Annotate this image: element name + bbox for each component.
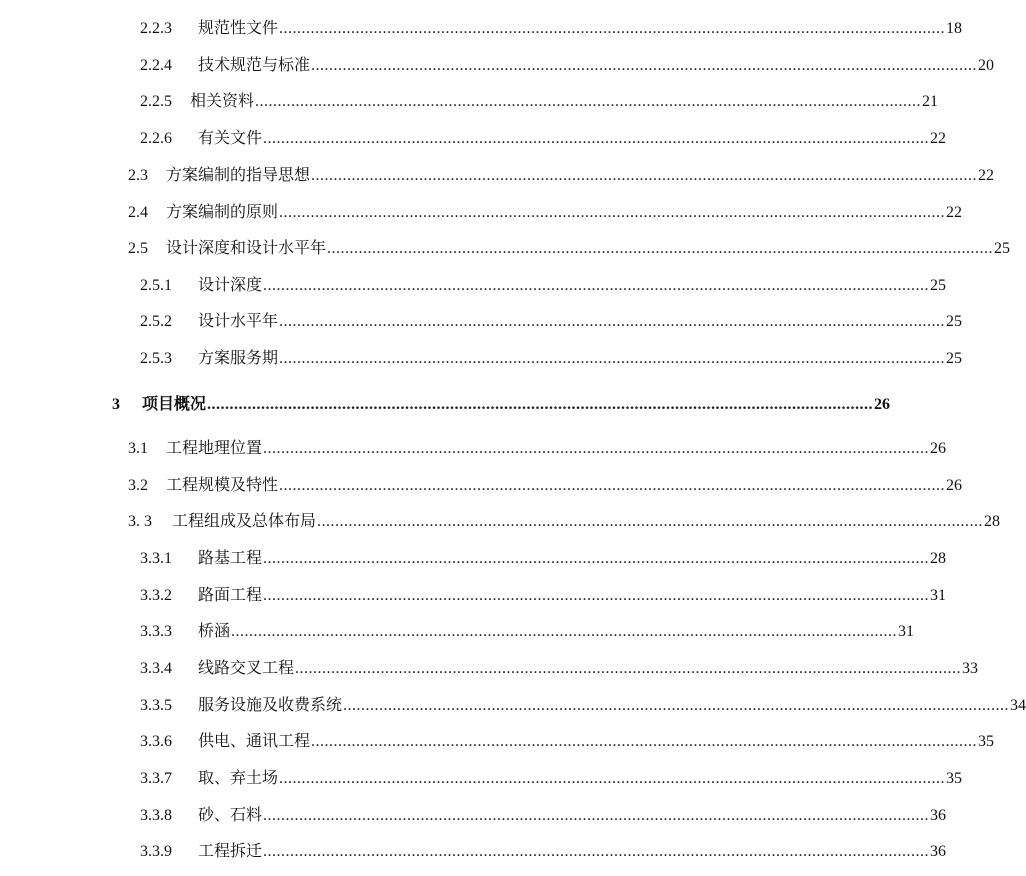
toc-entry-page: 26 — [946, 477, 963, 494]
dot-leader: .................................................................................................................................................... — [279, 20, 946, 37]
toc-entry-page: 22 — [930, 130, 947, 147]
toc-entry-number: 2.3 — [128, 167, 148, 184]
toc-entry-title: 服务设施及收费系统 — [198, 695, 343, 714]
dot-leader: .................................................................................................................................................... — [311, 57, 978, 74]
dot-leader: .................................................................................................................................................... — [279, 350, 946, 367]
toc-entry[interactable] — [140, 55, 995, 76]
toc-entry[interactable] — [140, 658, 979, 679]
toc-entry-title: 砂、石料 — [198, 805, 263, 824]
toc-entry-page: 20 — [978, 57, 995, 74]
toc-entry-number: 2.2.4 — [140, 57, 172, 74]
toc-entry-title: 技术规范与标准 — [198, 55, 311, 74]
toc-entry[interactable] — [140, 841, 947, 862]
toc-entry-page: 33 — [962, 660, 979, 677]
toc-entry-page: 28 — [930, 550, 947, 567]
toc-entry[interactable] — [140, 348, 963, 369]
toc-entry-page: 36 — [930, 807, 947, 824]
toc-entry[interactable] — [140, 731, 995, 752]
toc-entry-number: 3.3.8 — [140, 807, 172, 824]
toc-entry-page: 25 — [930, 277, 947, 294]
toc-entry-number: 3.1 — [128, 440, 148, 457]
toc-entry-number: 3.3.5 — [140, 697, 172, 714]
dot-leader: .................................................................................................................................................... — [279, 204, 946, 221]
toc-entry-number: 3.3.9 — [140, 843, 172, 860]
toc-entry[interactable] — [140, 548, 947, 569]
toc-entry-title: 工程组成及总体布局 — [172, 511, 317, 530]
dot-leader: .................................................................................................................................................... — [207, 396, 874, 413]
toc-entry-title: 有关文件 — [198, 128, 263, 147]
toc-entry-number: 3. 3 — [128, 513, 152, 530]
dot-leader: .................................................................................................................................................... — [255, 93, 922, 110]
toc-entry-title: 方案编制的指导思想 — [166, 165, 311, 184]
toc-entry-title: 工程规模及特性 — [166, 475, 279, 494]
toc-entry-title: 方案编制的原则 — [166, 202, 279, 221]
toc-entry[interactable] — [128, 438, 947, 459]
toc-entry[interactable] — [140, 621, 915, 642]
toc-entry-page: 28 — [984, 513, 1001, 530]
toc-entry-number: 2.2.5 — [140, 93, 172, 110]
toc-entry-page: 34 — [1010, 697, 1026, 714]
toc-entry-page: 25 — [994, 240, 1011, 257]
dot-leader: .................................................................................................................................................... — [327, 240, 994, 257]
toc-entry[interactable] — [140, 585, 947, 606]
toc-entry-page: 26 — [874, 396, 891, 413]
dot-leader: .................................................................................................................................................... — [263, 277, 930, 294]
toc-entry-page: 22 — [946, 204, 963, 221]
dot-leader: .................................................................................................................................................... — [263, 440, 930, 457]
toc-entry[interactable] — [128, 238, 1011, 259]
toc-entry-page: 36 — [930, 843, 947, 860]
toc-entry-number: 3.3.7 — [140, 770, 172, 787]
dot-leader: .................................................................................................................................................... — [263, 130, 930, 147]
toc-entry-title: 供电、通讯工程 — [198, 731, 311, 750]
toc-entry-page: 22 — [978, 167, 995, 184]
toc-entry-page: 25 — [946, 350, 963, 367]
toc-entry[interactable] — [128, 511, 1001, 532]
dot-leader: .................................................................................................................................................... — [295, 660, 962, 677]
toc-entry-number: 3 — [112, 396, 120, 413]
toc-entry-page: 35 — [978, 733, 995, 750]
toc-entry-title: 方案服务期 — [198, 348, 279, 367]
toc-entry-number: 3.3.4 — [140, 660, 172, 677]
dot-leader: .................................................................................................................................................... — [311, 167, 978, 184]
toc-entry-page: 21 — [922, 93, 939, 110]
toc-entry[interactable] — [140, 275, 947, 296]
toc-entry-title: 设计深度和设计水平年 — [166, 238, 327, 257]
dot-leader: .................................................................................................................................................... — [343, 697, 1010, 714]
dot-leader: .................................................................................................................................................... — [279, 770, 946, 787]
toc-entry-number: 2.5.3 — [140, 350, 172, 367]
toc-entry[interactable] — [140, 768, 963, 789]
toc-entry-title: 路基工程 — [198, 548, 263, 567]
toc-entry[interactable] — [128, 475, 963, 496]
toc-entry[interactable] — [128, 165, 995, 186]
toc-entry-title: 取、弃土场 — [198, 768, 279, 787]
toc-entry-title: 桥涵 — [198, 621, 231, 640]
toc-entry-page: 26 — [930, 440, 947, 457]
toc-entry-number: 2.5.2 — [140, 313, 172, 330]
toc-entry-title: 相关资料 — [190, 91, 255, 110]
toc-entry-page: 35 — [946, 770, 963, 787]
toc-entry[interactable] — [140, 91, 939, 112]
toc-entry-number: 3.3.3 — [140, 623, 172, 640]
toc-entry-title: 项目概况 — [142, 394, 207, 413]
toc-entry-page: 31 — [898, 623, 915, 640]
toc-entry-number: 3.3.2 — [140, 587, 172, 604]
dot-leader: .................................................................................................................................................... — [279, 313, 946, 330]
toc-entry[interactable] — [140, 311, 963, 332]
toc-entry-title: 规范性文件 — [198, 18, 279, 37]
toc-entry-title: 工程拆迁 — [198, 841, 263, 860]
toc-entry-number: 2.5 — [128, 240, 148, 257]
dot-leader: .................................................................................................................................................... — [317, 513, 984, 530]
toc-entry-number: 2.5.1 — [140, 277, 172, 294]
dot-leader: .................................................................................................................................................... — [263, 550, 930, 567]
dot-leader: .................................................................................................................................................... — [263, 807, 930, 824]
toc-entry-title: 线路交叉工程 — [198, 658, 295, 677]
toc-entry[interactable] — [112, 394, 891, 415]
toc-entry-number: 2.2.3 — [140, 20, 172, 37]
toc-entry[interactable] — [128, 202, 963, 223]
toc-entry-page: 25 — [946, 313, 963, 330]
toc-entry[interactable] — [140, 695, 1026, 716]
dot-leader: .................................................................................................................................................... — [263, 587, 930, 604]
toc-entry-number: 3.3.6 — [140, 733, 172, 750]
toc-entry-page: 31 — [930, 587, 947, 604]
toc-entry-number: 3.3.1 — [140, 550, 172, 567]
toc-entry-title: 工程地理位置 — [166, 438, 263, 457]
toc-entry-title: 路面工程 — [198, 585, 263, 604]
dot-leader: .................................................................................................................................................... — [263, 843, 930, 860]
toc-entry-number: 3.2 — [128, 477, 148, 494]
toc-entry-title: 设计水平年 — [198, 311, 279, 330]
toc-entry[interactable] — [140, 805, 947, 826]
dot-leader: .................................................................................................................................................... — [279, 477, 946, 494]
toc-entry-number: 2.2.6 — [140, 130, 172, 147]
toc-entry[interactable] — [140, 18, 963, 39]
dot-leader: .................................................................................................................................................... — [231, 623, 898, 640]
toc-entry-page: 18 — [946, 20, 963, 37]
dot-leader: .................................................................................................................................................... — [311, 733, 978, 750]
toc-entry-number: 2.4 — [128, 204, 148, 221]
toc-entry-title: 设计深度 — [198, 275, 263, 294]
toc-entry[interactable] — [140, 128, 947, 149]
